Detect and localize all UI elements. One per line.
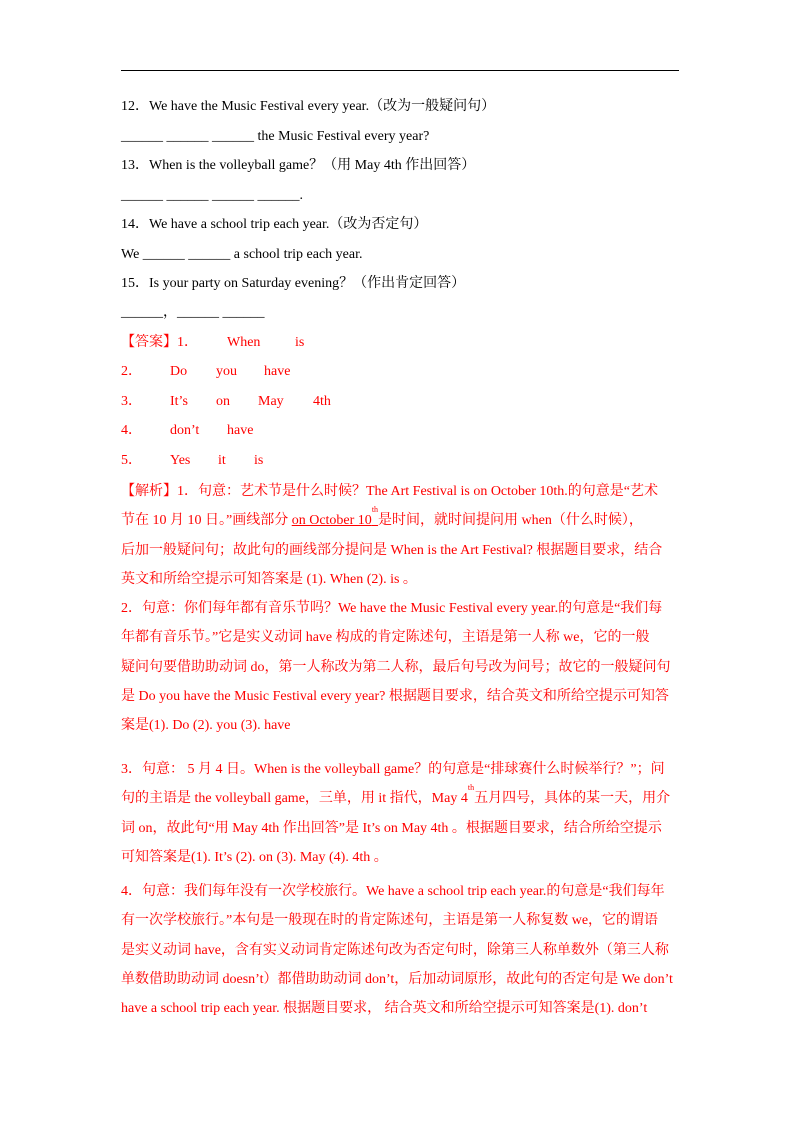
answer-row-1 — [121, 333, 521, 353]
answer-word: is — [254, 453, 264, 468]
analysis-line: 有一次学校旅行。”本句是一般现在时的肯定陈述句，主语是第一人称复数 we，它的谓语 — [121, 913, 659, 929]
analysis-line: 后加一般疑问句；故此句的画线部分提问是 When is the Art Festival? 根据题目要求，结合 — [121, 542, 663, 558]
analysis-line: have a school trip each year. 根据题目要求， 结合英文和所给空提示可知答案是(1). don’t — [121, 1001, 648, 1017]
analysis-line: 【解析】1．句意：艺术节是什么时候？The Art Festival is on October 10th.的句意是“艺术 — [121, 484, 659, 499]
analysis-line: 是实义动词 have，含有实义动词肯定陈述句改为否定句时，除第三人称单数外（第三人称 — [121, 942, 669, 958]
answer-word: have — [227, 423, 254, 438]
answer-word: Yes — [170, 453, 191, 468]
question-13-prompt: 13．When is the volleyball game？（用 May 4th 作出回答） — [121, 158, 476, 173]
answer-label: 【答案】1． — [121, 335, 198, 350]
analysis-line — [121, 784, 681, 813]
analysis-line: 年都有音乐节。”它是实义动词 have 构成的肯定陈述句，主语是第一人称 we，它的一般 — [121, 630, 650, 646]
analysis-line: 可知答案是(1). It’s (2). on (3). May (4). 4th 。 — [121, 849, 388, 865]
header-rule — [121, 70, 679, 71]
analysis-text: 是时间，就时间提问用 when（什么时候）， — [378, 513, 643, 529]
analysis-text: 句的主语是 the volleyball game，三单，用 it 指代，May 4 — [121, 791, 468, 807]
analysis-paragraph-3 — [121, 755, 681, 872]
analysis-line: 4．句意：我们每年没有一次学校旅行。We have a school trip each year.的句意是“我们每年 — [121, 884, 665, 899]
answer-number: 3． — [121, 394, 142, 409]
answer-word: When — [227, 335, 261, 350]
underlined-text: on October 10 — [291, 513, 372, 529]
analysis-line: 3．句意： 5 月 4 日。When is the volleyball game？的句意是“排球赛什么时候举行？”；问 — [121, 762, 665, 777]
answer-word: it — [218, 453, 226, 468]
analysis-line — [121, 506, 681, 535]
superscript: th — [371, 505, 379, 515]
answer-word: It’s — [170, 394, 188, 409]
question-12-prompt: 12．We have the Music Festival every year.（改为一般疑问句） — [121, 99, 496, 114]
answer-word: you — [216, 364, 237, 379]
underlined-phrase — [291, 505, 379, 529]
analysis-line: 单数借助助动词 doesn’t）都借助助动词 don’t，后加动词原形，故此句的否定句是 We don’t — [121, 971, 673, 987]
analysis-line: 疑问句要借助助动词 do，第一人称改为第二人称，最后句号改为问号；故它的一般疑问句 — [121, 659, 671, 675]
analysis-line: 2．句意：你们每年都有音乐节吗？We have the Music Festival every year.的句意是“我们每 — [121, 601, 663, 616]
answer-number: 5． — [121, 453, 142, 468]
answer-row-5 — [121, 451, 521, 471]
answer-row-2 — [121, 362, 521, 382]
analysis-line: 是 Do you have the Music Festival every year? 根据题目要求，结合英文和所给空提示可知答 — [121, 688, 669, 704]
answer-word: Do — [170, 364, 188, 379]
analysis-line: 案是(1). Do (2). you (3). have — [121, 718, 291, 734]
answer-word: don’t — [170, 423, 200, 438]
answer-word: is — [295, 335, 305, 350]
superscript: th — [467, 783, 475, 793]
analysis-line: 词 on，故此句“用 May 4th 作出回答”是 It’s on May 4th 。根据题目要求，结合所给空提示 — [121, 820, 662, 836]
question-12-answer-line: ______ ______ ______ the Music Festival every year? — [121, 129, 430, 144]
question-14-prompt: 14．We have a school trip each year.（改为否定句） — [121, 217, 428, 232]
answer-row-4 — [121, 421, 521, 441]
analysis-paragraph-4 — [121, 877, 681, 1023]
question-14-answer-line: We ______ ______ a school trip each year. — [121, 247, 363, 262]
question-13-answer-line: ______ ______ ______ ______. — [121, 188, 303, 203]
analysis-text: 节在 10 月 10 日。”画线部分 — [121, 513, 292, 529]
answer-row-3 — [121, 392, 521, 412]
answer-word: May — [258, 394, 284, 409]
analysis-paragraph-1 — [121, 477, 681, 594]
answer-word: on — [216, 394, 230, 409]
analysis-paragraph-2 — [121, 594, 681, 740]
question-15-answer-line: ______，______ ______ — [121, 305, 265, 320]
analysis-text: 五月四号，具体的某一天，用介 — [474, 791, 671, 807]
question-15-prompt: 15．Is your party on Saturday evening？（作出肯定回答） — [121, 276, 466, 291]
analysis-line: 英文和所给空提示可知答案是 (1). When (2). is 。 — [121, 571, 417, 587]
answer-number: 4． — [121, 423, 142, 438]
answer-word: have — [264, 364, 291, 379]
answer-number: 2． — [121, 364, 142, 379]
answer-word: 4th — [313, 394, 331, 409]
